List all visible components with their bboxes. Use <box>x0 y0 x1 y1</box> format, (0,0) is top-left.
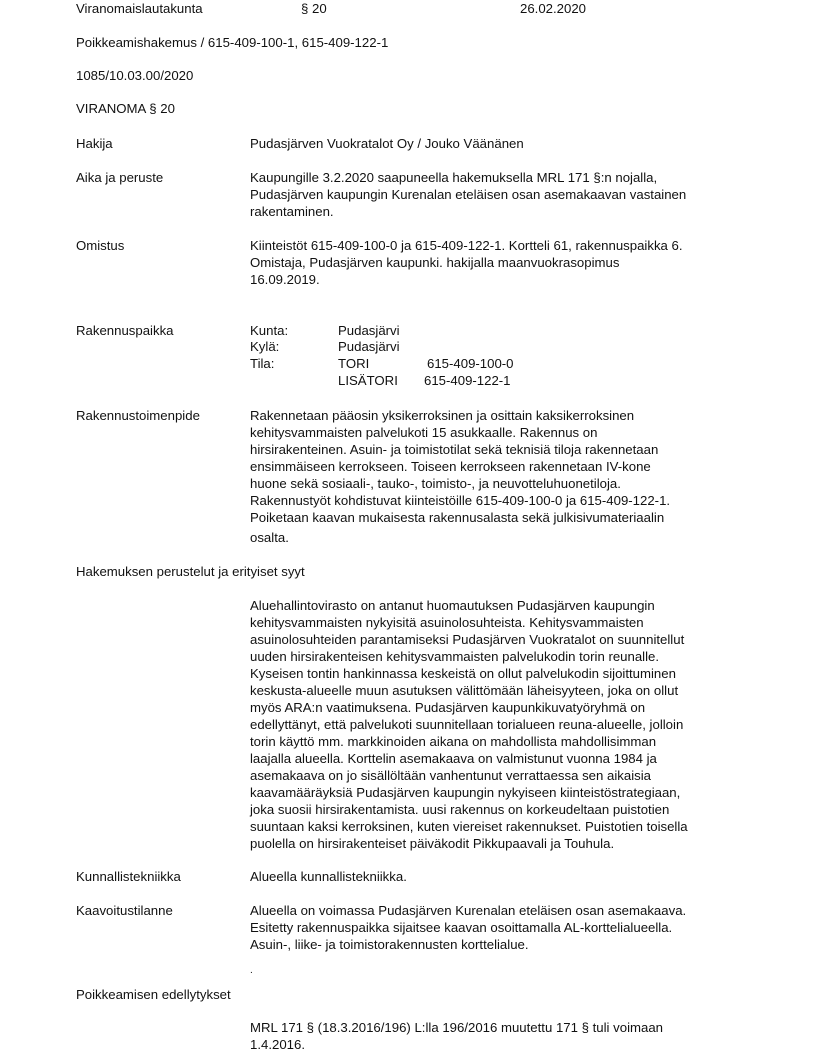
building-measure-line: hirsirakenteinen. Asuin- ja toimistotilat sekä teknisiä tiloja rakennetaan <box>250 442 659 457</box>
zoning-line: Esitetty rakennuspaikka sijaitsee kaavan osoittamalla AL-korttelialueella. <box>250 920 673 935</box>
estate1-id: 615-409-100-0 <box>427 356 514 371</box>
deviation-conditions-line: MRL 171 § (18.3.2016/196) L:lla 196/2016 muutettu 171 § tuli voimaan <box>250 1020 663 1035</box>
ownership-line: 16.09.2019. <box>250 272 320 287</box>
zoning-text <box>250 902 686 953</box>
deviation-conditions-label: Poikkeamisen edellytykset <box>76 987 231 1002</box>
justification-line: uuden hirsirakenteisen kehitysvammaisten palvelukodin torin reunalle. <box>250 649 660 664</box>
ownership-text <box>250 237 683 288</box>
time-basis-line: Pudasjärven kaupungin Kurenalan eteläisen osan asemakaavan vastainen <box>250 187 687 202</box>
zoning-line: Asuin-, liike- ja toimistorakennusten korttelialue. <box>250 937 529 952</box>
authority-section: VIRANOMA § 20 <box>76 101 175 116</box>
justification-line: keskusta-alueelle muun asutuksen välittömään läheisyyteen, joka on ollut <box>250 683 679 698</box>
municipal-engineering-label: Kunnallistekniikka <box>76 869 181 884</box>
building-measure-line: kehitysvammaisten palvelukoti 15 asukkaalle. Rakennus on <box>250 425 598 440</box>
justification-line: suuntaan kaksi kerroksinen, kuten viereiset rakennukset. Puistotien toisella <box>250 819 688 834</box>
ownership-label: Omistus <box>76 238 125 253</box>
justification-line: asemakaava on jo sisällöltään vanhentunut verrattaessa sen aikaisia <box>250 768 651 783</box>
justification-line: kehitysvammaisten nykyisitä asuinolosuhteista. Kehitysvammaisten <box>250 615 644 630</box>
building-measure-line: Poiketaan kaavan mukaisesta rakennusalasta sekä julkisivumateriaalin <box>250 510 665 525</box>
building-measure-line: huone sekä sosiaali-, tauko-, toimisto-, ja neuvotteluhuonetiloja. <box>250 476 621 491</box>
header-org: Viranomaislautakunta <box>76 1 203 16</box>
municipal-engineering-value: Alueella kunnallistekniikka. <box>250 869 407 884</box>
time-basis-line: Kaupungille 3.2.2020 saapuneella hakemuksella MRL 171 §:n nojalla, <box>250 170 658 185</box>
building-measure-label: Rakennustoimenpide <box>76 408 200 423</box>
time-basis-text <box>250 169 686 220</box>
justification-label: Hakemuksen perustelut ja erityiset syyt <box>76 564 305 579</box>
justification-line: myös ARA:n vaatimuksena. Pudasjärven kaupunkikuvatyöryhmä on <box>250 700 646 715</box>
deviation-conditions-text <box>250 1019 663 1053</box>
justification-line: puolella on hirsirakenteiset päiväkodit Pikkupaavali ja Touhula. <box>250 836 615 851</box>
building-measure-text <box>250 407 670 526</box>
justification-line: edellyttänyt, että palvelukoti suunnitellaan torialueen reuna-alueelle, jolloin <box>250 717 684 732</box>
justification-line: Aluehallintovirasto on antanut huomautuksen Pudasjärven kaupungin <box>250 598 655 613</box>
record-number: 1085/10.03.00/2020 <box>76 68 194 83</box>
justification-line: kaavamääräyksiä Pudasjärven kaupungin nykyiseen kiinteistöstrategiaan, <box>250 785 681 800</box>
stray-dot: . <box>250 965 253 976</box>
justification-text <box>250 597 688 852</box>
building-measure-line: ensimmäiseen kerrokseen. Toiseen kerrokseen rakennetaan IV-kone <box>250 459 651 474</box>
municipality-label: Kunta: <box>250 323 289 338</box>
ownership-line: Kiinteistöt 615-409-100-0 ja 615-409-122-1. Kortteli 61, rakennuspaikka 6. <box>250 238 683 253</box>
zoning-line: Alueella on voimassa Pudasjärven Kurenalan eteläisen osan asemakaava. <box>250 903 687 918</box>
time-basis-label: Aika ja peruste <box>76 170 164 185</box>
estate-label: Tila: <box>250 356 275 371</box>
time-basis-line: rakentaminen. <box>250 204 334 219</box>
building-site-label: Rakennuspaikka <box>76 323 174 338</box>
applicant-value: Pudasjärven Vuokratalot Oy / Jouko Väänänen <box>250 136 524 151</box>
justification-line: laajalla alueella. Korttelin asemakaava on valmistunut vuonna 1984 ja <box>250 751 657 766</box>
justification-line: Kyseisen tontin hankinnassa keskeistä on ollut palvelukodin sijoittuminen <box>250 666 676 681</box>
header-section: § 20 <box>301 1 327 16</box>
ownership-line: Omistaja, Pudasjärven kaupunki. hakijalla maanvuokrasopimus <box>250 255 620 270</box>
justification-line: asuinolosuhteiden parantamiseksi Pudasjärven Vuokratalot on suunnitellut <box>250 632 685 647</box>
application-title: Poikkeamishakemus / 615-409-100-1, 615-409-122-1 <box>76 35 389 50</box>
zoning-label: Kaavoitustilanne <box>76 903 173 918</box>
municipality-value: Pudasjärvi <box>338 323 400 338</box>
justification-line: joka suosii hirsirakentamista. uusi rakennus on korkeudeltaan puistotien <box>250 802 670 817</box>
estate2-name: LISÄTORI <box>338 373 398 388</box>
justification-line: torin käyttö mm. markkinoiden aikana on mahdollista mahdollisimman <box>250 734 657 749</box>
estate2-id: 615-409-122-1 <box>424 373 511 388</box>
header-date: 26.02.2020 <box>520 1 587 16</box>
deviation-conditions-line: 1.4.2016. <box>250 1037 305 1052</box>
building-measure-line: Rakennustyöt kohdistuvat kiinteistöille 615-409-100-0 ja 615-409-122-1. <box>250 493 671 508</box>
village-value: Pudasjärvi <box>338 339 400 354</box>
building-measure-last-line: osalta. <box>250 530 289 545</box>
estate1-name: TORI <box>338 356 370 371</box>
applicant-label: Hakija <box>76 136 113 151</box>
village-label: Kylä: <box>250 339 280 354</box>
building-measure-line: Rakennetaan pääosin yksikerroksinen ja osittain kaksikerroksinen <box>250 408 635 423</box>
